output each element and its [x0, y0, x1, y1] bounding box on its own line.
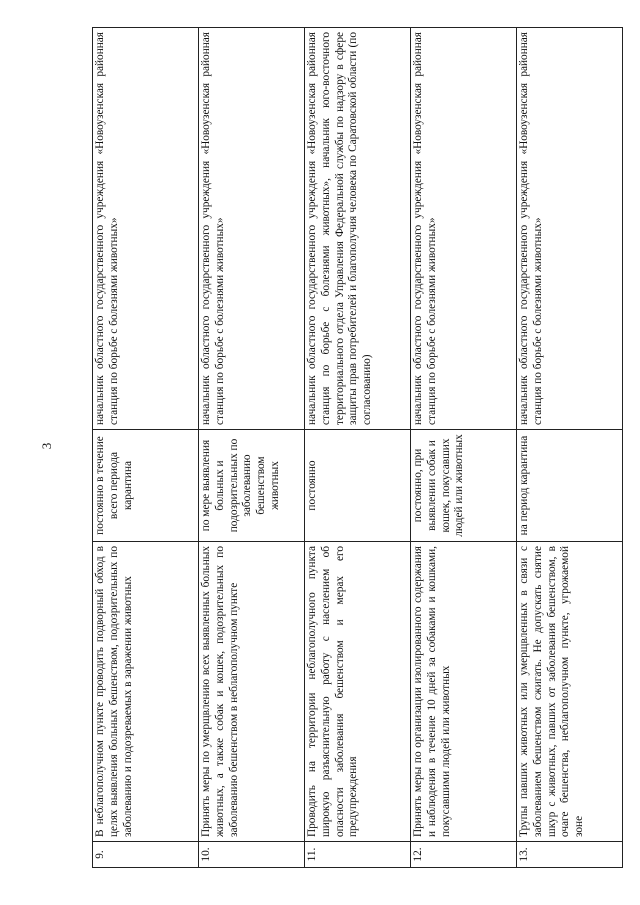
- responsible-cell: начальник областного государственного учреждения «Новоузенская районная станция по борьбе с болезнями животных», начальник юго-восточного территориального отдела Управления Федеральной службы по надзору в сфере защиты прав потребителей и благополучия человека по Саратовской области (по согласованию): [305, 28, 411, 430]
- responsible-cell: начальник областного государственного учреждения «Новоузенская районная станция по борьбе с болезнями животных»: [517, 28, 623, 430]
- measure-cell: Проводить на территории неблагополучного пункта широкую разъяснительную работу с населением об опасности заболевания бешенством и мерах его предупреждения: [305, 542, 411, 842]
- row-number: 12.: [411, 842, 517, 868]
- term-cell: постоянно, при выявлении собак и кошек, покусавших людей или животных: [411, 430, 517, 542]
- table-row: [93, 28, 199, 868]
- row-number: 11.: [305, 842, 411, 868]
- measure-cell: В неблагополучном пункте проводить подворный обход в целях выявления больных бешенством, подозрительных по заболеванию и подозреваемых в заражении животных: [93, 542, 199, 842]
- responsible-cell: начальник областного государственного учреждения «Новоузенская районная станция по борьбе с болезнями животных»: [199, 28, 305, 430]
- table-wrapper: [92, 28, 622, 868]
- term-cell: постоянно в течение всего периода карантина: [93, 430, 199, 542]
- page-number: 3: [39, 442, 54, 450]
- table-row: [517, 28, 623, 868]
- row-number: 10.: [199, 842, 305, 868]
- responsible-cell: начальник областного государственного учреждения «Новоузенская районная станция по борьбе с болезнями животных»: [93, 28, 199, 430]
- row-number: 9.: [93, 842, 199, 868]
- measure-cell: Принять меры по организации изолированного содержания и наблюдения в течение 10 дней за собаками и кошками, покусавшими людей или животных: [411, 542, 517, 842]
- measures-table: [92, 27, 623, 868]
- row-number: 13.: [517, 842, 623, 868]
- table-row: [305, 28, 411, 868]
- measure-cell: Трупы павших животных или умерщвленных в связи с заболеванием бешенством сжигать. Не допускать снятие шкур с животных, павших от заболевания бешенством, в очаге бешенства, неблагополучном пункте, угрожаемой зоне: [517, 542, 623, 842]
- term-cell: на период карантина: [517, 430, 623, 542]
- term-cell: постоянно: [305, 430, 411, 542]
- table-row: [199, 28, 305, 868]
- responsible-cell: начальник областного государственного учреждения «Новоузенская районная станция по борьбе с болезнями животных»: [411, 28, 517, 430]
- measure-cell: Принять меры по умерщвлению всех выявленных больных животных, а также собак и кошек, подозрительных по заболеванию бешенством в неблагополучном пункте: [199, 542, 305, 842]
- rotated-page-content: [92, 28, 622, 868]
- table-row: [411, 28, 517, 868]
- term-cell: по мере выявления больных и подозрительных по заболеванию бешенством животных: [199, 430, 305, 542]
